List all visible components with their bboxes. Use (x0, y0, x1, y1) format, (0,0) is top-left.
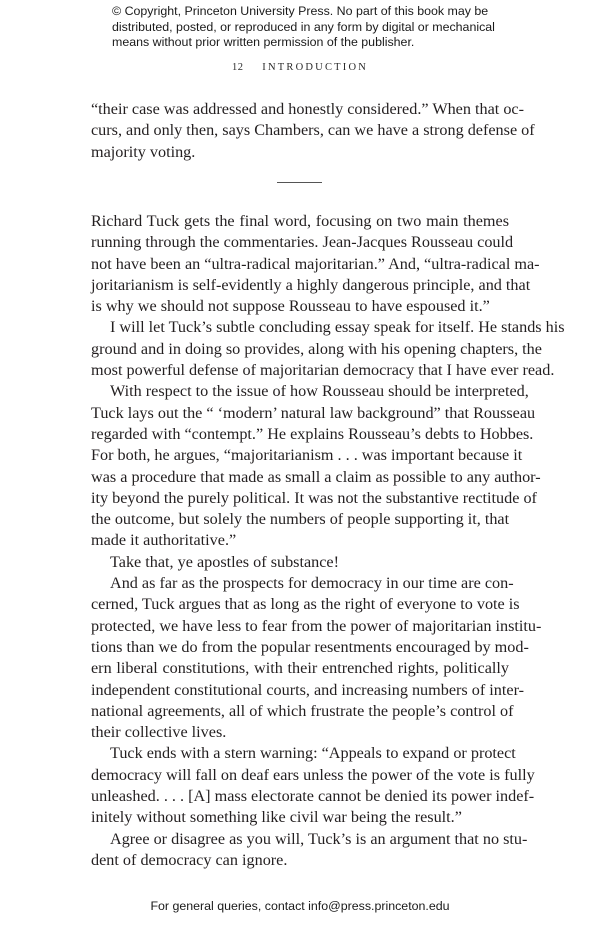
paragraph-chambers (91, 99, 535, 163)
text-line: cerned, Tuck argues that as long as the right of everyone to vote is (91, 595, 520, 614)
text-line: Agree or disagree as you will, Tuck’s is an argument that no stu- (110, 829, 528, 848)
text-line: was a procedure that made as small a claim as possible to any author- (91, 467, 541, 486)
text-line: made it authoritative.” (91, 531, 237, 550)
text-line: majority voting. (91, 142, 196, 161)
text-line: dent of democracy can ignore. (91, 850, 288, 869)
text-line: ity beyond the purely political. It was not the substantive rectitude of (91, 488, 537, 507)
copyright-line: distributed, posted, or reproduced in any form by digital or mechanical (112, 19, 495, 34)
text-line: ground and in doing so provides, along with his opening chapters, the (91, 339, 542, 358)
text-line: With respect to the issue of how Rousseau should be interpreted, (110, 382, 529, 401)
text-line: initely without something like civil war being the result.” (91, 808, 462, 827)
text-line: protected, we have less to fear from the power of majoritarian institu- (91, 616, 542, 635)
text-line: the outcome, but solely the numbers of people supporting it, that (91, 510, 510, 529)
text-line: national agreements, all of which frustrate the people’s control of (91, 701, 514, 720)
body-text-tuck (91, 211, 565, 871)
text-line: joritarianism is self-evidently a highly dangerous principle, and that (91, 275, 531, 294)
copyright-notice (112, 4, 512, 51)
text-line: And as far as the prospects for democracy in our time are con- (110, 574, 514, 593)
text-line: Take that, ye apostles of substance! (110, 552, 340, 571)
text-line: Tuck ends with a stern warning: “Appeals to expand or protect (110, 744, 516, 763)
text-line: their collective lives. (91, 723, 227, 742)
text-line: tions than we do from the popular resentments encouraged by mod- (91, 637, 529, 656)
text-line: not have been an “ultra-radical majoritarian.” And, “ultra-radical ma- (91, 254, 540, 273)
page-number: 12 (231, 62, 244, 73)
copyright-line: © Copyright, Princeton University Press. No part of this book may be (112, 4, 489, 18)
text-line: running through the commentaries. Jean-Jacques Rousseau could (91, 233, 514, 252)
footer-contact: For general queries, contact info@press.princeton.edu (150, 899, 450, 913)
section-break-rule (277, 182, 322, 183)
text-line: democracy will fall on deaf ears unless the power of the vote is fully (91, 765, 535, 784)
section-title: INTRODUCTION (262, 62, 369, 73)
text-line: curs, and only then, says Chambers, can we have a strong defense of (91, 121, 535, 140)
text-line: most powerful defense of majoritarian democracy that I have ever read. (91, 361, 555, 380)
text-line: Richard Tuck gets the final word, focusing on two main themes (91, 212, 509, 230)
running-head (0, 62, 600, 73)
text-line: I will let Tuck’s subtle concluding essay speak for itself. He stands his (110, 318, 565, 337)
text-line: unleashed. . . . [A] mass electorate cannot be denied its power indef- (91, 787, 535, 806)
text-line: “their case was addressed and honestly considered.” When that oc- (91, 100, 524, 118)
text-line: Tuck lays out the “ ‘modern’ natural law background” that Rousseau (91, 403, 536, 422)
text-line: For both, he argues, “majoritarianism . . . was important because it (91, 446, 523, 465)
copyright-line: means without prior written permission of the publisher. (112, 35, 415, 49)
text-line: is why we should not suppose Rousseau to have espoused it.” (91, 297, 490, 316)
text-line: ern liberal constitutions, with their entrenched rights, politically (91, 659, 509, 678)
text-line: independent constitutional courts, and increasing numbers of inter- (91, 680, 525, 699)
text-line: regarded with “contempt.” He explains Rousseau’s debts to Hobbes. (91, 424, 534, 443)
